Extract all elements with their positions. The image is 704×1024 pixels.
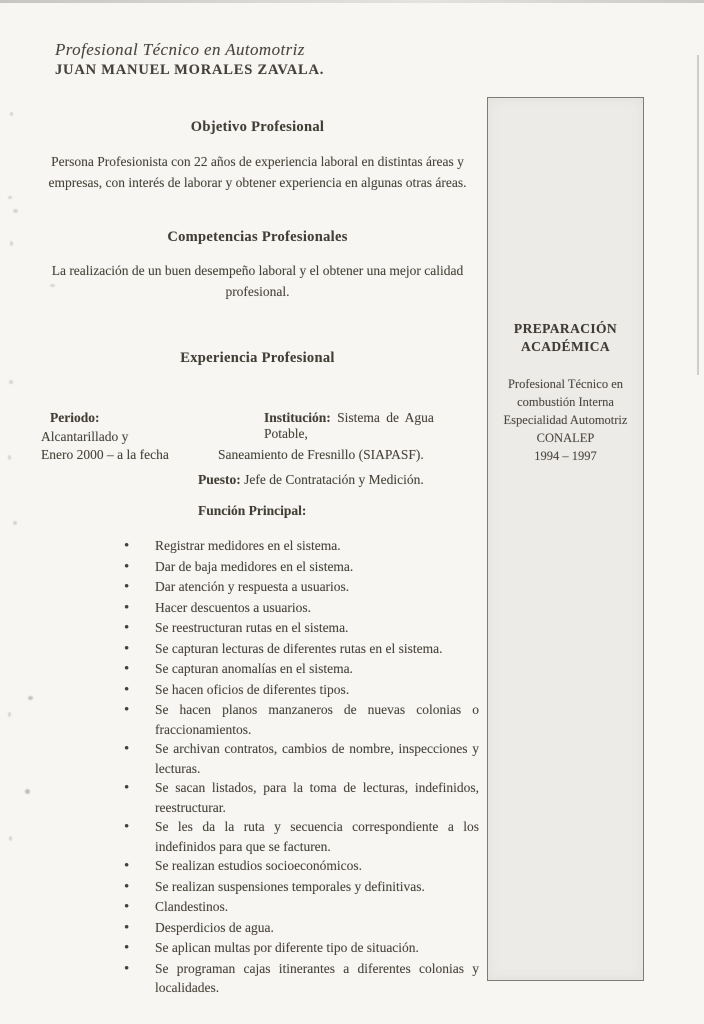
scan-artifact (8, 455, 11, 460)
list-item: • Se reestructuran rutas en el sistema. (122, 618, 479, 639)
functions-list (122, 536, 479, 998)
list-item: • Dar atención y respuesta a usuarios. (122, 577, 479, 598)
scan-line-artifact (697, 55, 699, 375)
bullet-icon (122, 598, 155, 619)
competencias-paragraph: La realización de un buen desempeño laboral y el obtener una mejor calidad profesional. (51, 263, 464, 299)
sidebar-heading (496, 320, 635, 355)
scan-artifact (28, 696, 33, 700)
puesto-label: Puesto: (198, 472, 241, 487)
bullet-icon (122, 959, 155, 980)
education-line: combustión Interna (517, 395, 614, 409)
bullet-icon (122, 877, 155, 898)
list-item: • Se aplican multas por diferente tipo de situación. (122, 938, 479, 959)
list-item: • Se hacen oficios de diferentes tipos. (122, 680, 479, 701)
list-item: • Hacer descuentos a usuarios. (122, 598, 479, 619)
document-header (55, 40, 324, 79)
scan-artifact (10, 112, 13, 116)
institucion-wrap-line: Alcantarillado y (41, 429, 129, 444)
list-item: • Dar de baja medidores en el sistema. (122, 557, 479, 578)
bullet-icon (122, 536, 155, 557)
list-item: • Se archivan contratos, cambios de nombre, inspecciones y lecturas. (122, 739, 479, 778)
scan-artifact (25, 789, 30, 794)
list-item: • Se sacan listados, para la toma de lecturas, indefinidos, reestructurar. (122, 778, 479, 817)
education-line: CONALEP (536, 431, 595, 445)
institucion-row (264, 410, 480, 442)
bullet-icon (122, 897, 155, 918)
bullet-icon (122, 739, 155, 760)
scan-artifact (8, 196, 12, 199)
bullet-icon (122, 618, 155, 639)
periodo-value: Enero 2000 – a la fecha (41, 447, 169, 462)
list-item: • Se programan cajas itinerantes a diferentes colonias y localidades. (122, 959, 479, 998)
institucion-value-line2: Saneamiento de Fresnillo (SIAPASF). (218, 447, 424, 462)
sidebar-content (488, 98, 643, 465)
education-line: Profesional Técnico en (507, 377, 623, 391)
sidebar-education (496, 375, 635, 465)
preparacion-academica-box (487, 97, 644, 981)
funcion-principal-heading: Función Principal: (198, 503, 307, 518)
scan-artifact (9, 836, 12, 841)
institucion-label: Institución: (264, 410, 331, 425)
bullet-icon (122, 639, 155, 660)
bullet-icon (122, 659, 155, 680)
list-item: • Se les da la ruta y secuencia correspondiente a los indefinidos para que se facturen. (122, 817, 479, 856)
scan-artifact (9, 380, 13, 384)
list-item: • Desperdicios de agua. (122, 918, 479, 939)
scan-artifact (13, 209, 18, 213)
puesto-value: Jefe de Contratación y Medición. (244, 472, 424, 487)
scan-artifact (13, 521, 17, 525)
list-item: • Se capturan anomalías en el sistema. (122, 659, 479, 680)
sidebar-heading-line2: ACADÉMICA (520, 338, 611, 354)
bullet-icon (122, 817, 155, 838)
list-item: • Se hacen planos manzaneros de nuevas colonias o fraccionamientos. (122, 700, 479, 739)
header-profession-title: Profesional Técnico en Automotriz (55, 40, 305, 59)
sidebar-heading-line1: PREPARACIÓN (513, 321, 618, 336)
list-item: • Se realizan estudios socioeconómicos. (122, 856, 479, 877)
bullet-icon (122, 918, 155, 939)
scan-artifact (8, 712, 11, 717)
education-line: Especialidad Automotriz (503, 413, 628, 427)
education-line: 1994 – 1997 (534, 449, 597, 463)
list-item: • Se capturan lecturas de diferentes rutas en el sistema. (122, 639, 479, 660)
periodo-label: Periodo: (50, 410, 100, 425)
list-item: • Registrar medidores en el sistema. (122, 536, 479, 557)
list-item: • Clandestinos. (122, 897, 479, 918)
objetivo-paragraph: Persona Profesionista con 22 años de experiencia laboral en distintas áreas y empresas, con interés de laborar y obtener experiencia en algunas otras áreas. (48, 154, 467, 190)
bullet-icon (122, 700, 155, 721)
bullet-icon (122, 856, 155, 877)
institucion-value-line1: Sistema de Agua Potable, (264, 410, 434, 441)
bullet-icon (122, 577, 155, 598)
scan-edge-artifact (0, 0, 704, 3)
puesto-row (198, 472, 424, 488)
section-heading-experiencia: Experiencia Profesional (180, 350, 335, 366)
section-heading-objetivo: Objetivo Profesional (190, 119, 325, 135)
bullet-icon (122, 938, 155, 959)
bullet-icon (122, 778, 155, 799)
bullet-icon (122, 557, 155, 578)
bullet-icon (122, 680, 155, 701)
section-heading-competencias: Competencias Profesionales (167, 229, 348, 245)
scan-artifact (10, 241, 13, 246)
list-item: • Se realizan suspensiones temporales y definitivas. (122, 877, 479, 898)
header-person-name: JUAN MANUEL MORALES ZAVALA. (55, 62, 325, 78)
